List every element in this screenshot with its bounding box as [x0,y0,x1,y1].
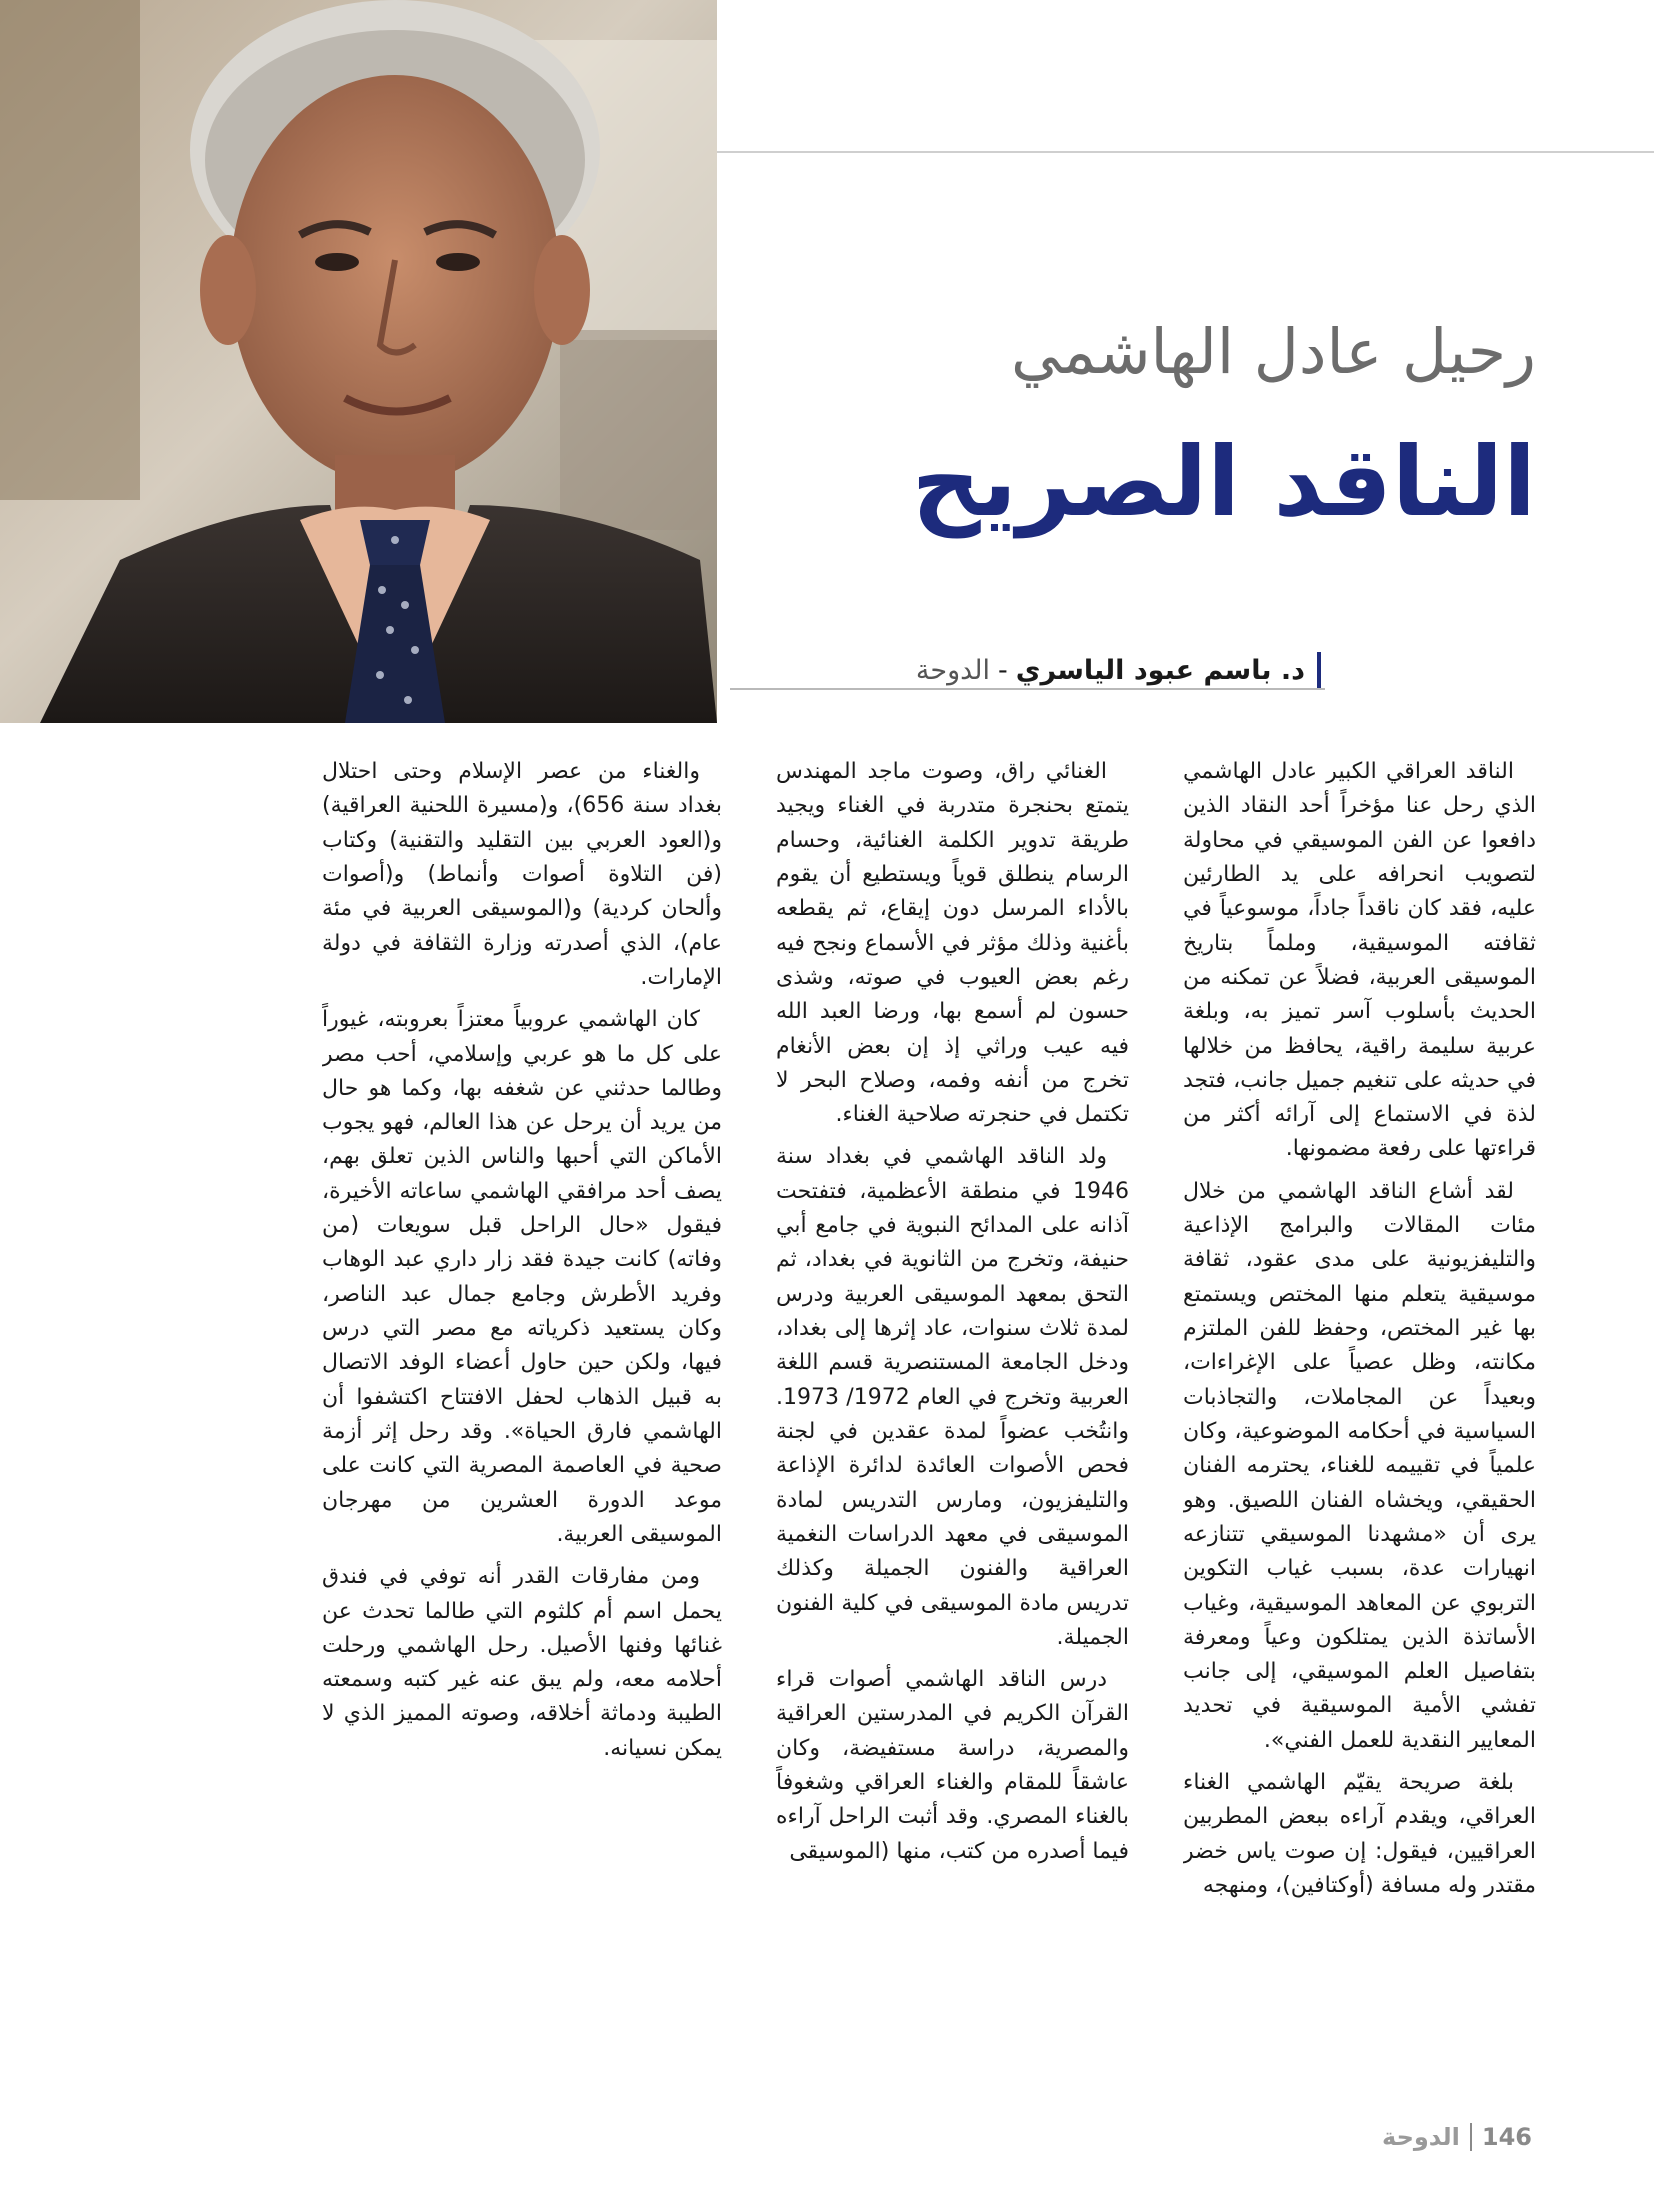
article-column-left [322,755,722,2055]
paragraph: درس الناقد الهاشمي أصوات قراء القرآن الكريم في المدرستين العراقية والمصرية، دراسة مستفيضة، وكان عاشقاً للمقام والغناء العراقي وشغوفاً بالغناء المصري. وقد أثبت الراحل آراءه فيما أصدره من كتب، منها (الموسيقى [776,1667,1129,1864]
paragraph: كان الهاشمي عروبياً معتزاً بعروبته، غيوراً على كل ما هو عربي وإسلامي، أحب مصر وطالما حدثني عن شغفه بها، وكما هو حال من يريد أن يرحل عن هذا العالم، فهو يجوب الأماكن التي أحبها والناس الذين تعلق بهم، يصف أحد مرافقي الهاشمي ساعاته الأخيرة، فيقول «حال الراحل قبل سويعات (من وفاته) كانت جيدة فقد زار داري عبد الوهاب وفريد الأطرش وجامع جمال عبد الناصر، وكان يستعيد ذكرياته مع مصر التي درس فيها، ولكن حين حاول أعضاء الوفد الاتصال به قبيل الذهاب لحفل الافتتاح اكتشفوا أن الهاشمي فارق الحياة». وقد رحل إثر أزمة صحية في العاصمة المصرية التي كانت على موعد الدورة العشرين من مهرجان الموسيقى العربية. [322,1007,722,1547]
magazine-logo: الدوحة [1382,2123,1460,2151]
headline: الناقد الصريح [911,426,1536,538]
byline-author: د. باسم عبود الياسري [1015,654,1305,686]
article-column-right [1183,755,1536,2055]
paragraph: والغناء من عصر الإسلام وحتى احتلال بغداد سنة 656)، و(مسيرة اللحنية العراقية) و(العود العربي بين التقليد والتقنية) وكتاب (فن التلاوة أصوات وأنماط) و(أصوات وألحان كردية) و(الموسيقى العربية في مئة عام)، الذي أصدرته وزارة الثقافة في دولة الإمارات. [322,759,722,990]
paragraph: الغنائي راق، وصوت ماجد المهندس يتمتع بحنجرة متدربة في الغناء ويجيد طريقة تدوير الكلمة الغنائية، وحسام الرسام ينطلق قوياً ويستطيع أن يقوم بالأداء المرسل دون إيقاع، ثم يقطعه بأغنية وذلك مؤثر في الأسماع ونجح فيه رغم بعض العيوب في صوته، وشذى حسون لم أسمع بها، ورضا العبد الله فيه عيب وراثي إذ إن بعض الأنغام تخرج من أنفه وفمه، وصلاح البحر لا تكتمل في حنجرته صلاحية الغناء. [776,759,1129,1128]
paragraph: ومن مفارقات القدر أنه توفي في فندق يحمل اسم أم كلثوم التي طالما تحدث عن غنائها وفنها الأصيل. رحل الهاشمي ورحلت أحلامه معه، ولم يبق عنه غير كتبه وسمعته الطيبة ودماثة أخلاقه، وصوته المميز الذي لا يمكن نسيانه. [322,1564,722,1761]
byline [730,652,1321,688]
page-number: 146 [1481,2123,1532,2151]
portrait-photo [0,0,717,723]
paragraph: لقد أشاع الناقد الهاشمي من خلال مئات المقالات والبرامج الإذاعية والتليفزيونية على مدى عقود، ثقافة موسيقية يتعلم منها المختص ويستمتع بها غير المختص، وحفظ للفن الملتزم مكانته، وظل عصياً على الإغراءات، وبعيداً عن المجاملات، والتجاذبات السياسية في أحكامه الموضوعية، وكان علمياً في تقييمه للغناء، يحترمه الفنان الحقيقي، ويخشاه الفنان اللصيق. وهو يرى أن «مشهدنا الموسيقي تتنازعه انهيارات عدة، بسبب غياب التكوين التربوي عن المعاهد الموسيقية، وغياب الأساتذة الذين يمتلكون وعياً ومعرفة بتفاصيل العلم الموسيقي، إلى جانب تفشي الأمية الموسيقية في تحديد المعايير النقدية للعمل الفني». [1183,1178,1536,1753]
article-column-middle [776,755,1129,2055]
kicker-title: رحيل عادل الهاشمي [1011,315,1536,388]
byline-location: الدوحة [915,654,991,686]
paragraph: بلغة صريحة يقيّم الهاشمي الغناء العراقي، ويقدم آراءه ببعض المطربين العراقيين، فيقول: إن صوت ياس خضر مقتدر وله مسافة (أوكتافين)، ومنهجه [1183,1770,1536,1898]
byline-separator: - [998,654,1008,686]
byline-rule [730,688,1325,690]
footer-divider [1470,2123,1472,2151]
page-footer [1382,2119,1532,2155]
paragraph: ولد الناقد الهاشمي في بغداد سنة 1946 في منطقة الأعظمية، فتفتحت آذانه على المدائح النبوية في جامع أبي حنيفة، وتخرج من الثانوية في بغداد، ثم التحق بمعهد الموسيقى العربية ودرس لمدة ثلاث سنوات، عاد إثرها إلى بغداد، ودخل الجامعة المستنصرية قسم اللغة العربية وتخرج في العام 1972/ 1973. وانتُخب عضواً لمدة عقدين في لجنة فحص الأصوات العائدة لدائرة الإذاعة والتليفزيون، ومارس التدريس لمادة الموسيقى في معهد الدراسات النغمية العراقية والفنون الجميلة وكذلك تدريس مادة الموسيقى في كلية الفنون الجميلة. [776,1144,1129,1650]
header-rule [717,151,1654,153]
paragraph: الناقد العراقي الكبير عادل الهاشمي الذي رحل عنا مؤخراً أحد النقاد الذين دافعوا عن الفن الموسيقي في محاولة لتصويب انحرافه على يد الطارئين عليه، فقد كان ناقداً جاداً، موسوعياً في ثقافته الموسيقية، وملماً بتاريخ الموسيقى العربية، فضلاً عن تمكنه من الحديث بأسلوب آسر تميز به، وبلغة عربية سليمة راقية، يحافظ من خلالها في حديثه على تنغيم جميل جانب، فتجد لذة في الاستماع إلى آرائه أكثر من قراءتها على رفعة مضمونها. [1183,759,1536,1162]
